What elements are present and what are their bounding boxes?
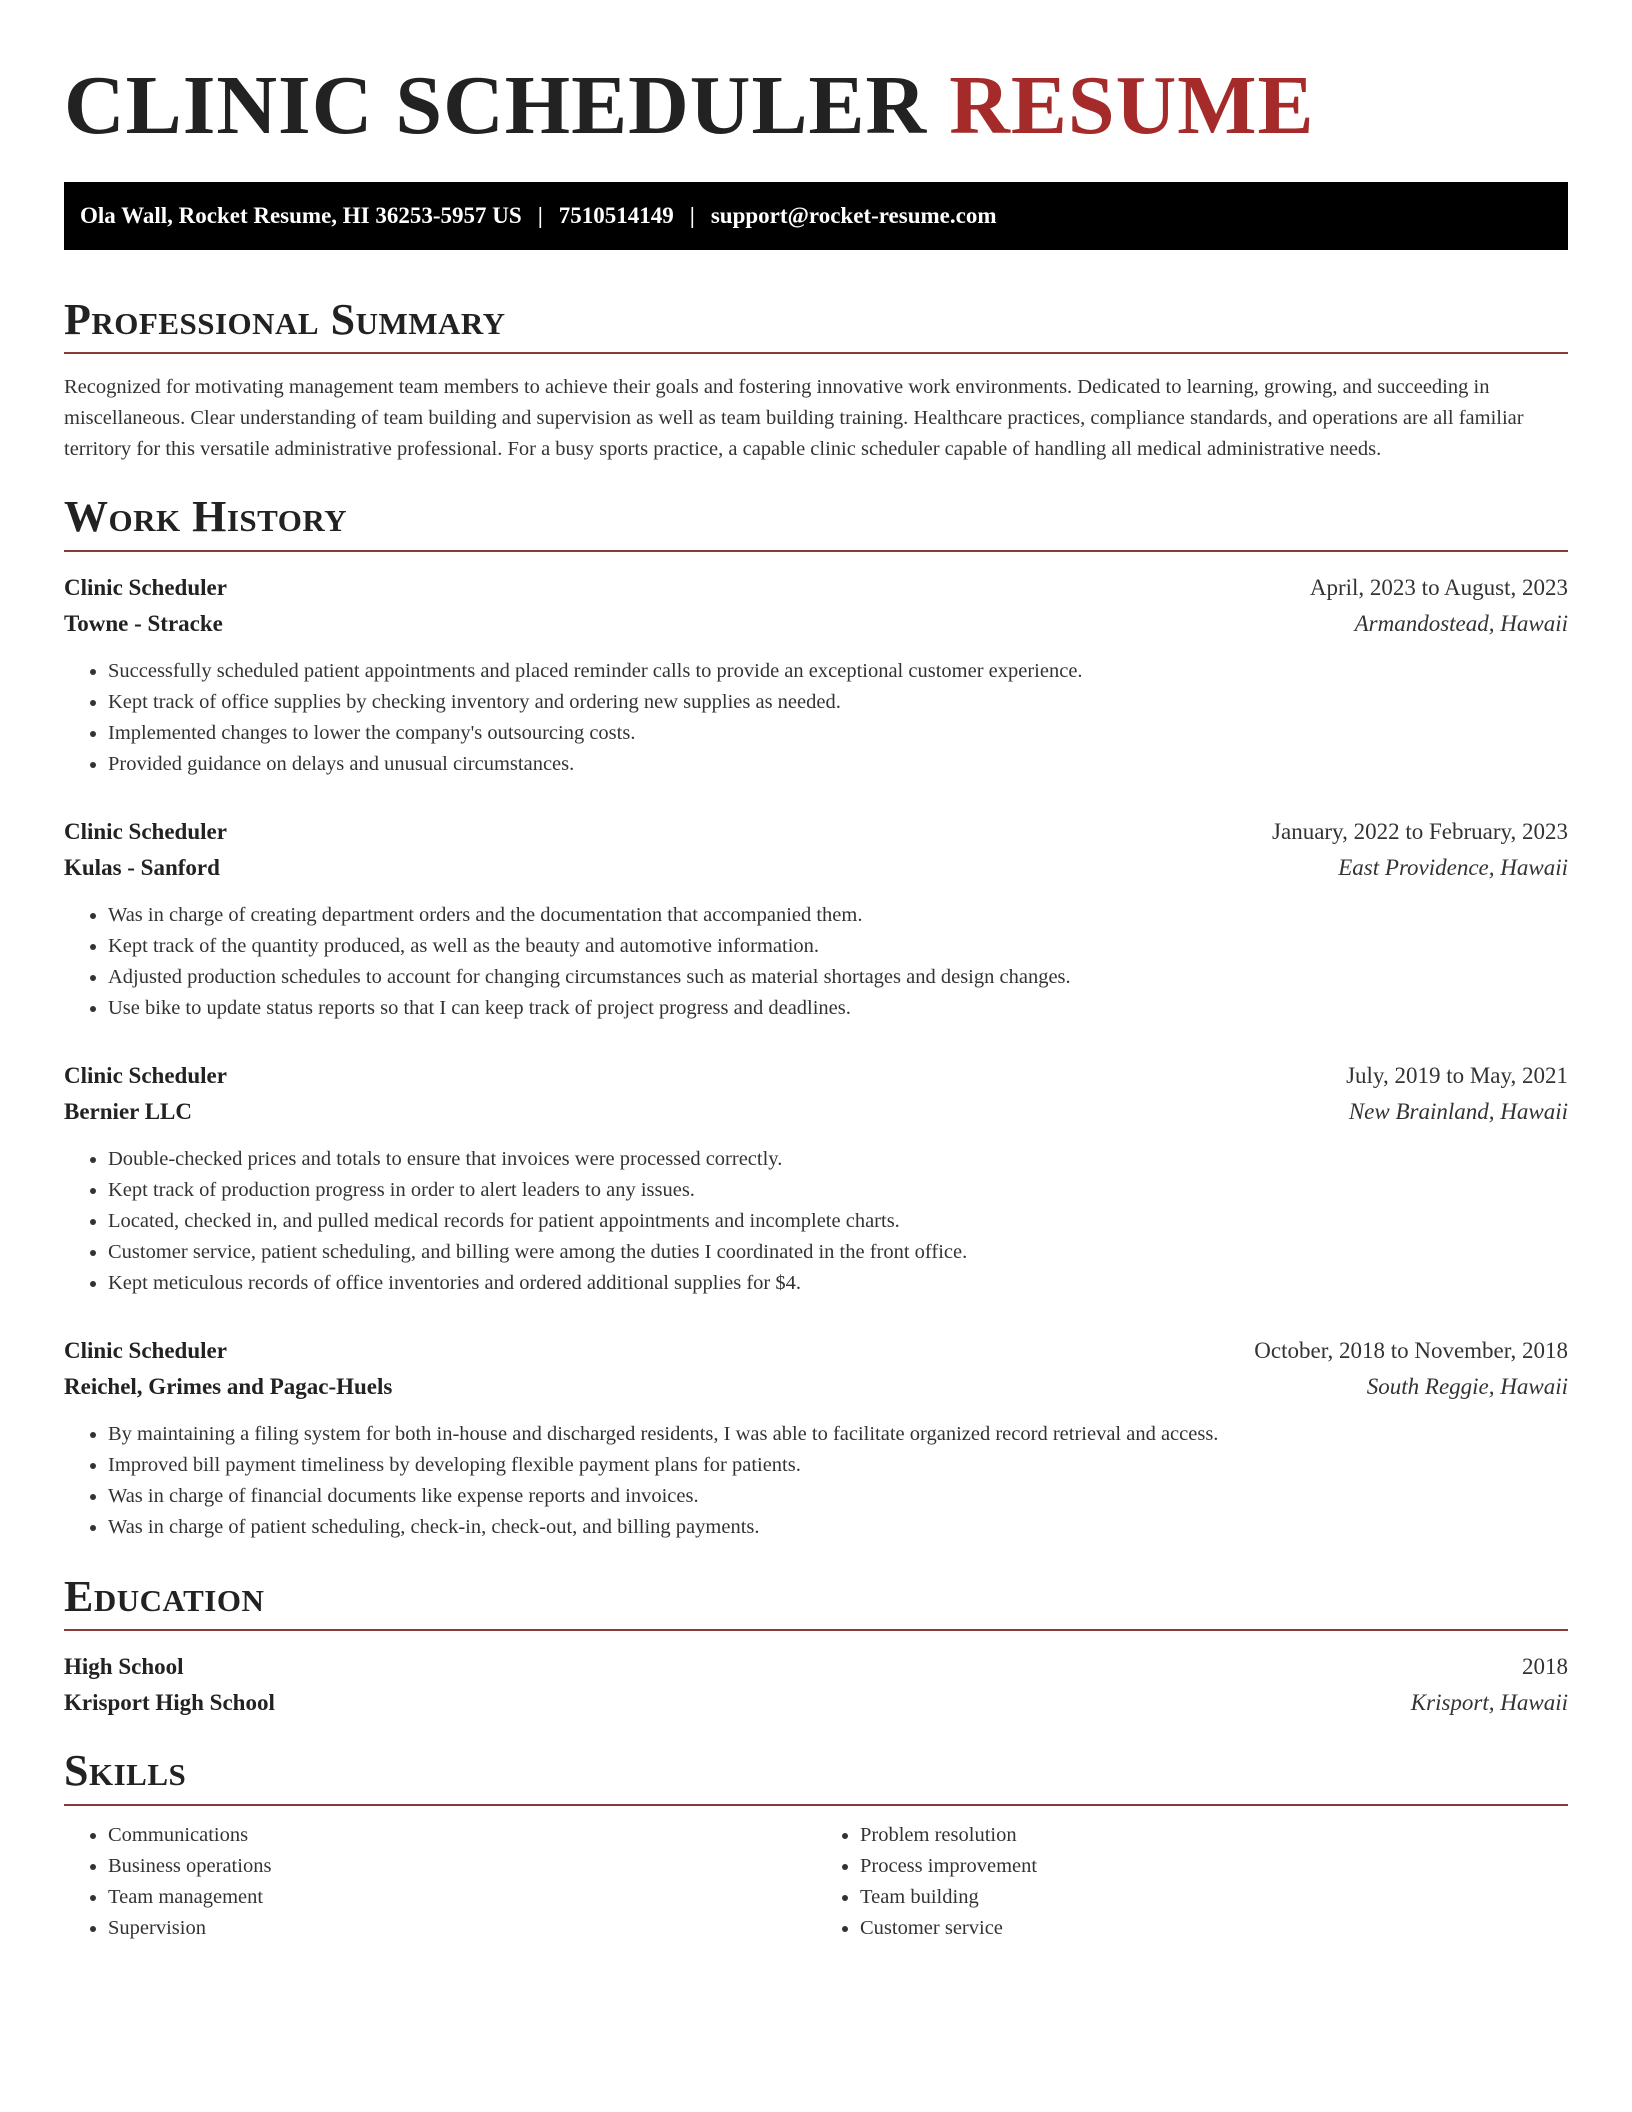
section-divider: [64, 550, 1568, 552]
title-accent: RESUME: [949, 59, 1315, 152]
duty-item: • Improved bill payment timeliness by developing flexible payment plans for patients.: [108, 1450, 1568, 1481]
contact-separator: |: [537, 203, 543, 228]
job-title: Clinic Scheduler: [64, 574, 227, 600]
section-heading: Skills: [64, 1746, 187, 1796]
skill-item: • Process improvement: [860, 1851, 1568, 1882]
duty-item: • Customer service, patient scheduling, and billing were among the duties I coordinated in the front office.: [108, 1237, 1568, 1268]
section-heading: Professional Summary: [64, 295, 506, 344]
duty-item: • Use bike to update status reports so that I can keep track of project progress and deadlines.: [108, 993, 1568, 1024]
skills-section: [64, 1747, 1568, 1943]
skills-list-left: [64, 1820, 816, 1944]
job-title: Clinic Scheduler: [64, 1062, 227, 1088]
job-dates: July, 2019 to May, 2021: [1346, 1062, 1568, 1088]
skill-item: • Team management: [108, 1882, 816, 1913]
job-entry: [64, 1058, 1568, 1299]
professional-summary-section: [64, 296, 1568, 465]
work-history-section: [64, 493, 1568, 1542]
skill-item: • Supervision: [108, 1913, 816, 1944]
job-location: New Brainland, Hawaii: [1348, 1098, 1568, 1124]
duty-item: • Kept meticulous records of office inventories and ordered additional supplies for $4.: [108, 1268, 1568, 1299]
duty-item: • Kept track of production progress in order to alert leaders to any issues.: [108, 1175, 1568, 1206]
section-divider: [64, 1804, 1568, 1806]
duty-item: • Was in charge of creating department orders and the documentation that accompanied them.: [108, 900, 1568, 931]
job-dates: April, 2023 to August, 2023: [1309, 574, 1568, 600]
duty-item: • Adjusted production schedules to account for changing circumstances such as material shortages and design changes.: [108, 962, 1568, 993]
contact-address: Ola Wall, Rocket Resume, HI 36253-5957 US: [80, 203, 522, 228]
skill-item: • Team building: [860, 1882, 1568, 1913]
job-company: Towne - Stracke: [64, 610, 223, 636]
job-location: East Providence, Hawaii: [1338, 854, 1568, 880]
duty-item: • Implemented changes to lower the company's outsourcing costs.: [108, 718, 1568, 749]
duty-item: • Was in charge of financial documents like expense reports and invoices.: [108, 1481, 1568, 1512]
duty-item: • Provided guidance on delays and unusual circumstances.: [108, 749, 1568, 780]
contact-separator: |: [689, 203, 695, 228]
job-location: Armandostead, Hawaii: [1354, 610, 1568, 636]
skill-item: • Problem resolution: [860, 1820, 1568, 1851]
duty-item: • Double-checked prices and totals to ensure that invoices were processed correctly.: [108, 1144, 1568, 1175]
resume-title: [64, 59, 1568, 152]
skill-item: • Communications: [108, 1820, 816, 1851]
education-entry: [64, 1649, 1568, 1721]
job-dates: January, 2022 to February, 2023: [1272, 818, 1568, 844]
job-company: Reichel, Grimes and Pagac-Huels: [64, 1373, 393, 1399]
contact-phone: 7510514149: [558, 203, 674, 228]
education-degree: High School: [64, 1654, 184, 1680]
title-main: CLINIC SCHEDULER: [64, 59, 928, 152]
duty-item: • Kept track of the quantity produced, as well as the beauty and automotive information.: [108, 931, 1568, 962]
section-divider: [64, 352, 1568, 354]
contact-email: support@rocket-resume.com: [710, 203, 997, 228]
job-title: Clinic Scheduler: [64, 1337, 227, 1363]
summary-text: Recognized for motivating management team members to achieve their goals and fostering innovative work environments. Dedicated to learning, growing, and succeeding in miscellaneous. Clear understanding of team building and supervision as well as team building training. Healthcare practices, compliance standards, and operations are all familiar territory for this versatile administrative professional. For a busy sports practice, a capable clinic scheduler capable of handling all medical administrative needs.: [64, 376, 1524, 461]
section-heading: Education: [64, 1571, 265, 1621]
skills-grid: [64, 1820, 1568, 1944]
education-year: 2018: [1522, 1654, 1568, 1680]
job-entry: [64, 1333, 1568, 1543]
education-section: [64, 1573, 1568, 1721]
contact-bar: [64, 182, 1568, 250]
skill-item: • Customer service: [860, 1913, 1568, 1944]
section-divider: [64, 1629, 1568, 1631]
job-duties: [64, 900, 1568, 1024]
duty-item: • Located, checked in, and pulled medical records for patient appointments and incomplete charts.: [108, 1206, 1568, 1237]
skill-item: • Business operations: [108, 1851, 816, 1882]
skills-list-right: [816, 1820, 1568, 1944]
job-entry: [64, 814, 1568, 1024]
job-duties: [64, 1144, 1568, 1299]
job-dates: October, 2018 to November, 2018: [1254, 1337, 1568, 1363]
job-entry: [64, 570, 1568, 780]
job-duties: [64, 1419, 1568, 1543]
job-location: South Reggie, Hawaii: [1366, 1373, 1568, 1399]
job-title: Clinic Scheduler: [64, 818, 227, 844]
duty-item: • Successfully scheduled patient appointments and placed reminder calls to provide an exceptional customer experience.: [108, 656, 1568, 687]
section-heading: Work History: [64, 492, 348, 542]
job-company: Kulas - Sanford: [64, 854, 220, 880]
duty-item: • By maintaining a filing system for both in-house and discharged residents, I was able to facilitate organized record retrieval and access.: [108, 1419, 1568, 1450]
job-duties: [64, 656, 1568, 780]
education-location: Krisport, Hawaii: [1410, 1690, 1568, 1716]
education-school: Krisport High School: [64, 1690, 275, 1716]
job-company: Bernier LLC: [64, 1098, 192, 1124]
duty-item: • Was in charge of patient scheduling, check-in, check-out, and billing payments.: [108, 1512, 1568, 1543]
duty-item: • Kept track of office supplies by checking inventory and ordering new supplies as needed.: [108, 687, 1568, 718]
